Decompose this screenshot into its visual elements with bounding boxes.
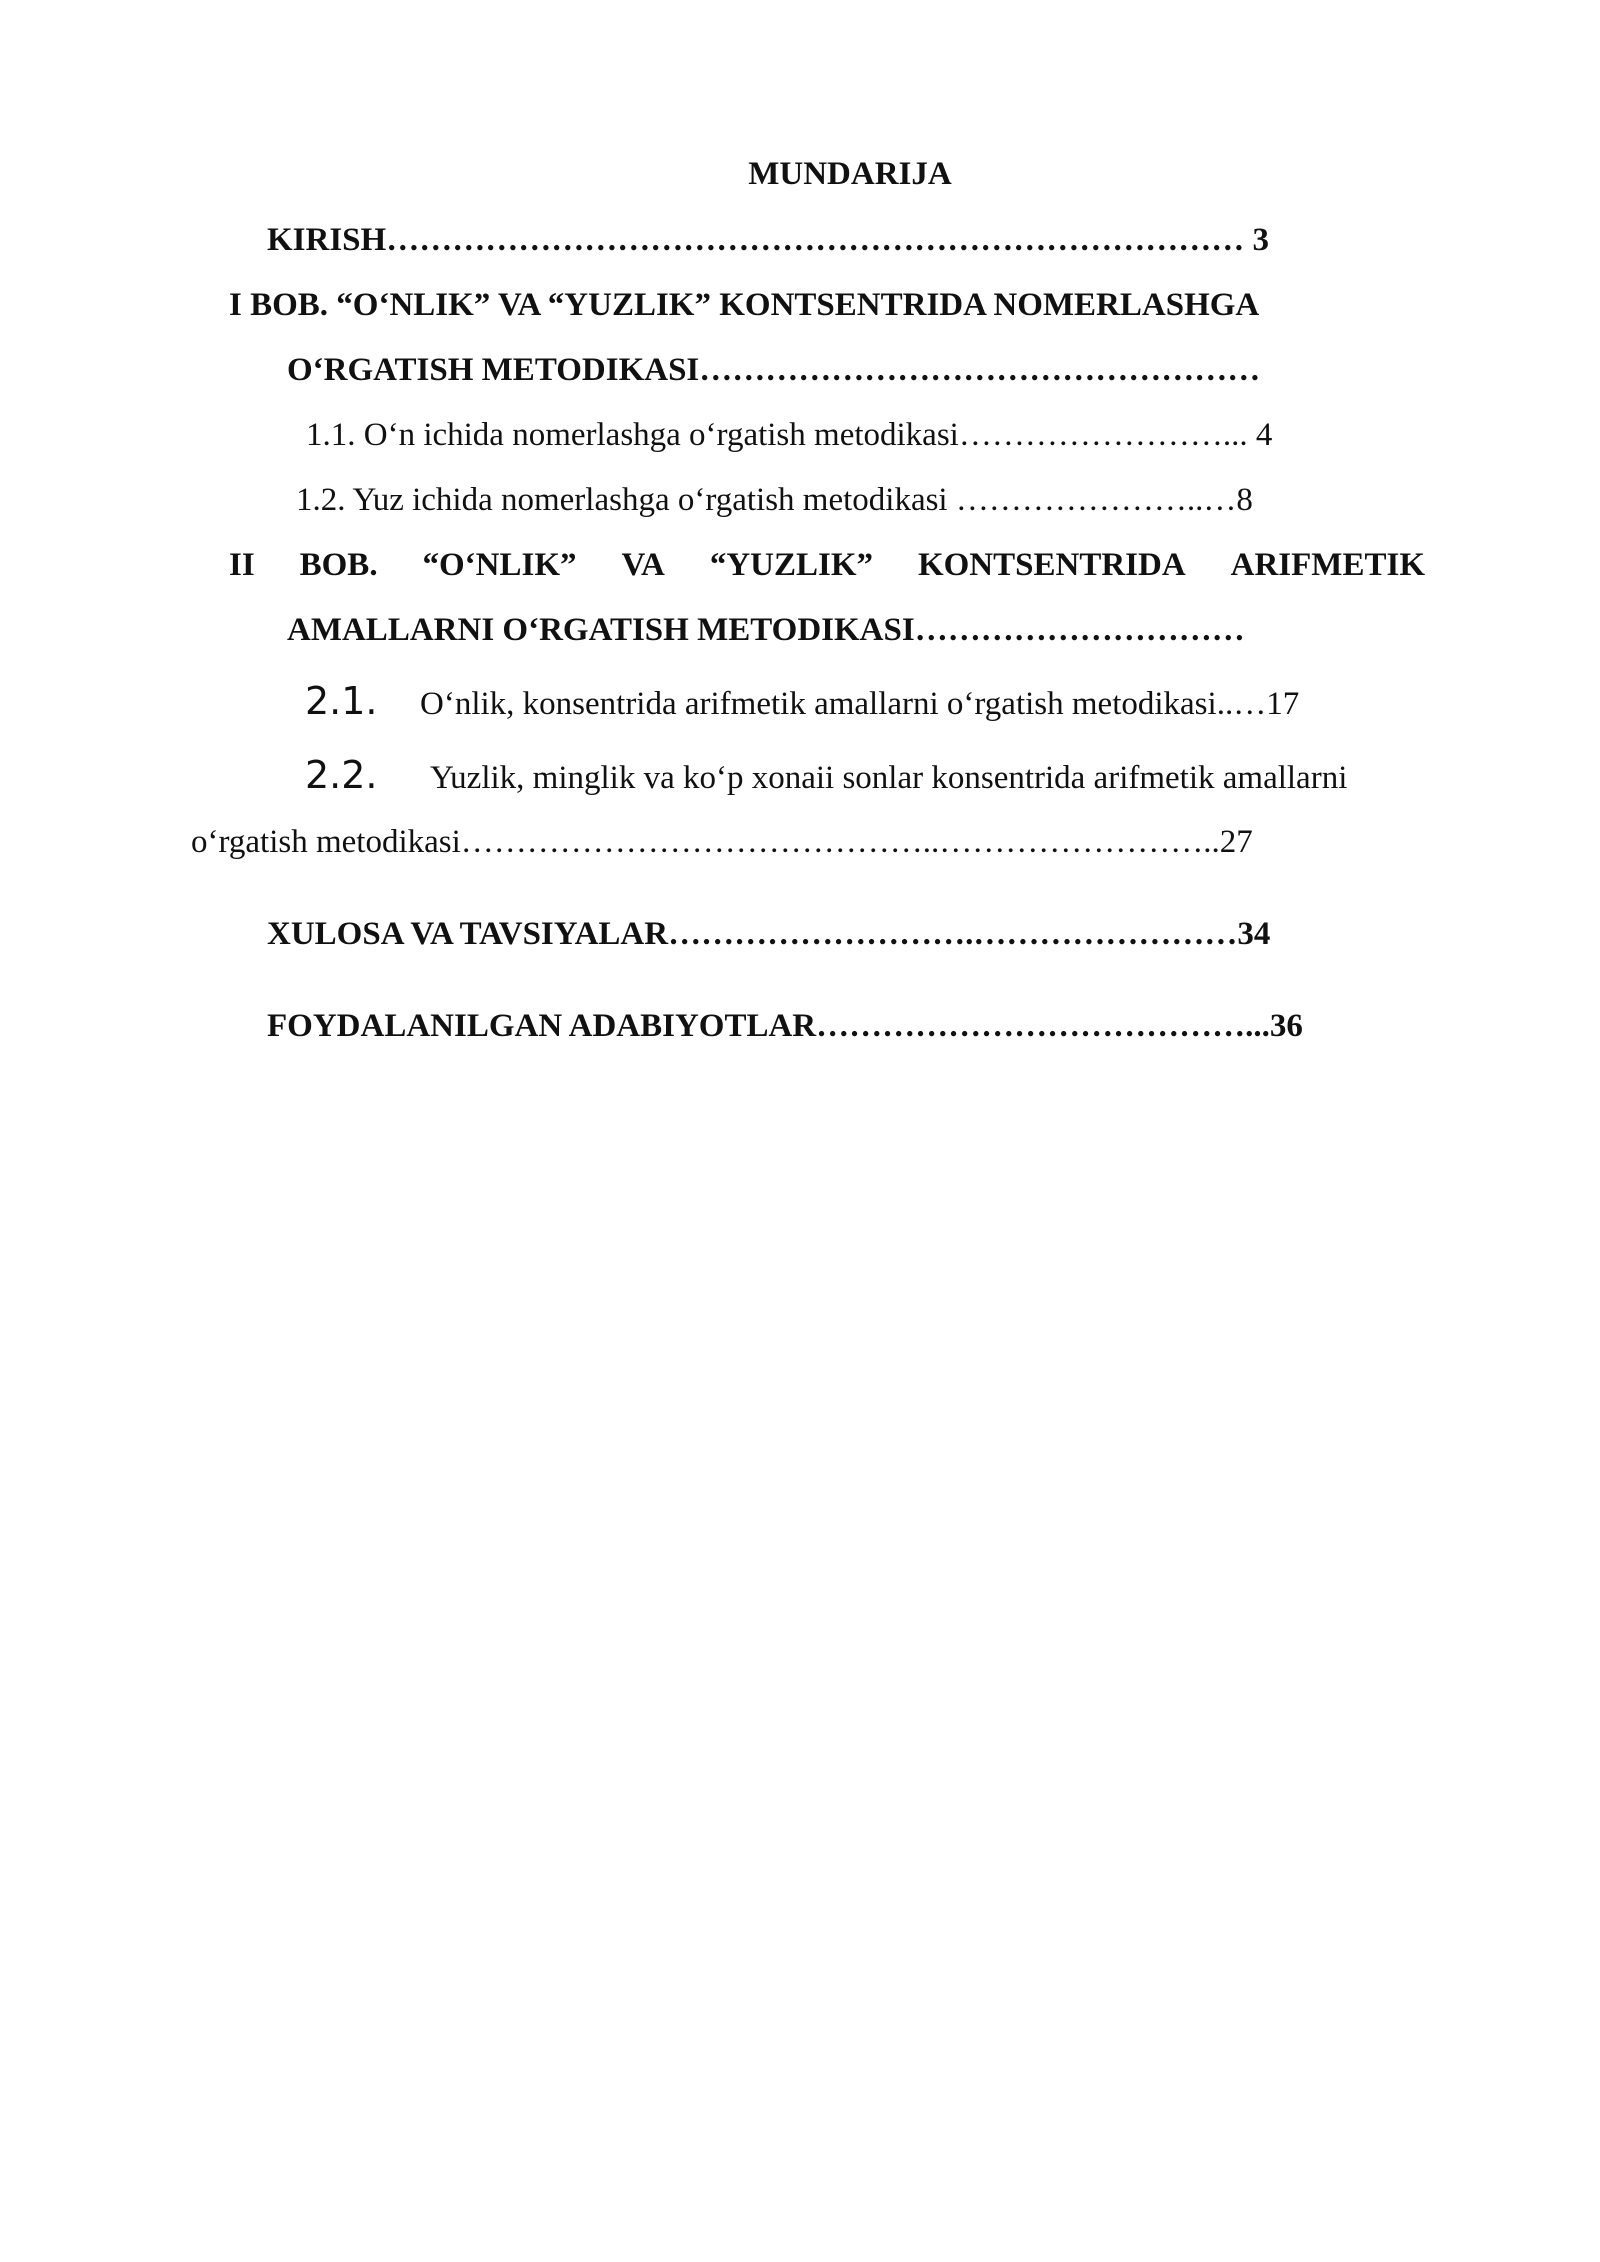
toc-section-2-1-text: O‘nlik, konsentrida arifmetik amallarni o‘rgatish metodikasi..…17 [420,686,1300,722]
toc-entry-intro: KIRISH…………………………………………………………………… 3 [267,222,1269,258]
toc-entry-references: FOYDALANILGAN ADABIYOTLAR…………………………………...36 [267,1008,1303,1044]
toc-chapter2-word: “YUZLIK” [709,547,874,583]
toc-section-2-2-text: Yuzlik, minglik va ko‘p xonaii sonlar konsentrida arifmetik amallarni [430,760,1348,796]
toc-chapter2-word: VA [621,547,665,583]
toc-section-2-1 [305,679,1299,726]
toc-section-1-2: 1.2. Yuz ichida nomerlashga o‘rgatish metodikasi …………………..…8 [296,482,1253,518]
toc-chapter2-word: ARIFMETIK [1230,547,1425,583]
toc-section-2-2-continuation: o‘rgatish metodikasi……………………………………..……………………..27 [191,824,1253,860]
toc-entry-conclusion: XULOSA VA TAVSIYALAR……………………….……………………34 [267,916,1271,952]
toc-section-2-2-number: 2.2. [305,753,378,797]
toc-chapter2-line2: AMALLARNI O‘RGATISH METODIKASI………………………… [287,612,1245,648]
toc-title: MUNDARIJA [748,156,952,192]
toc-chapter1-line1: I BOB. “O‘NLIK” VA “YUZLIK” KONTSENTRIDA NOMERLASHGA [229,287,1260,323]
toc-section-1-1: 1.1. O‘n ichida nomerlashga o‘rgatish metodikasi……………………... 4 [306,417,1273,453]
toc-chapter2-word: II [229,547,255,583]
toc-chapter2-word: BOB. [299,547,378,583]
toc-chapter2-line1 [229,543,1425,587]
toc-chapter2-word: “O‘NLIK” [422,547,577,583]
toc-chapter2-word: KONTSENTRIDA [917,547,1186,583]
toc-section-2-1-number: 2.1. [305,679,378,723]
toc-chapter1-line2: O‘RGATISH METODIKASI…………………………………………… [287,352,1261,388]
toc-section-2-2 [305,753,1347,800]
